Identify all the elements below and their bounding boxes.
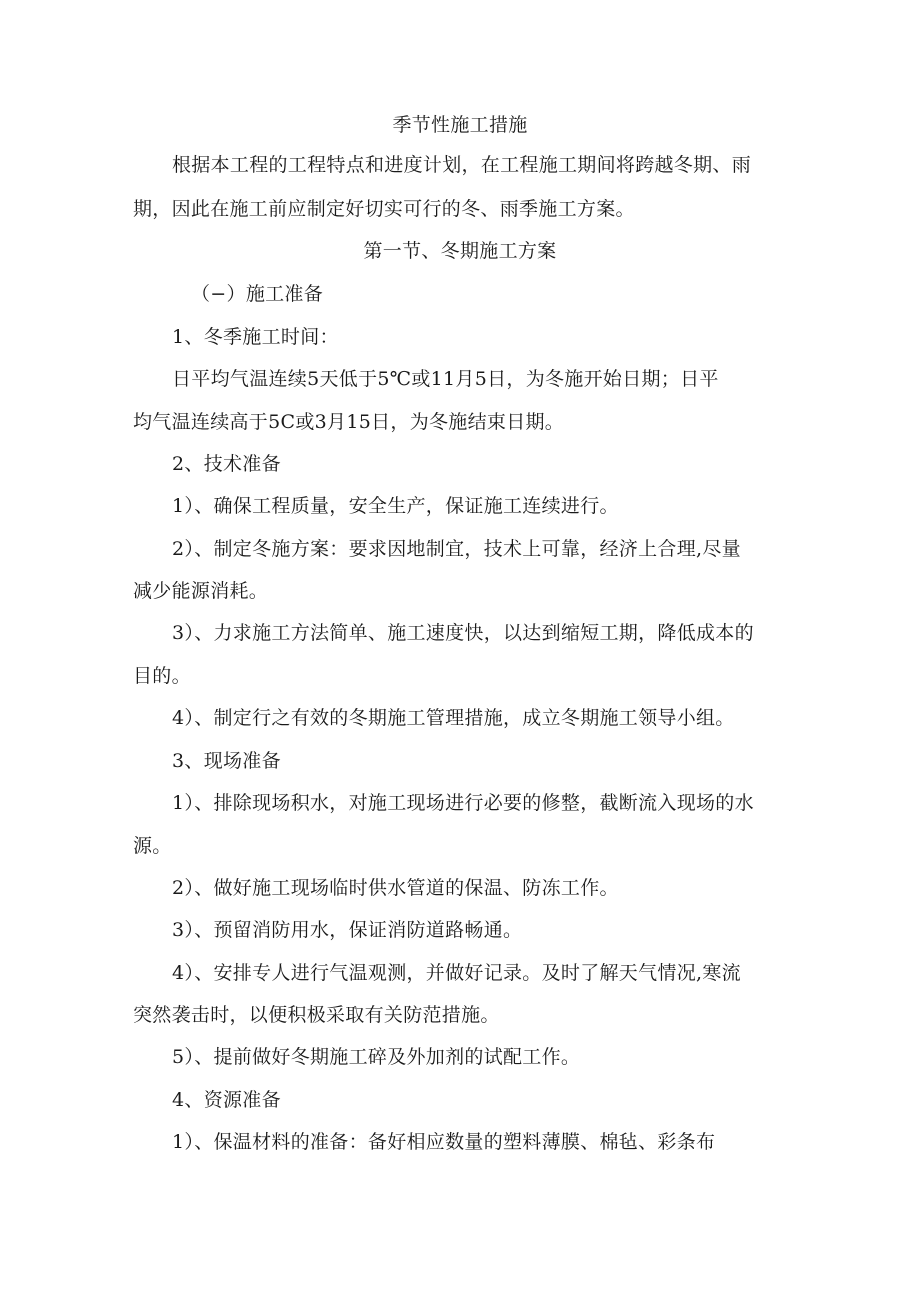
section-title: 第一节、冬期施工方案 bbox=[363, 240, 557, 262]
time-text-line-2: 均气温连续高于5C或3月15日，为冬施结束日期。 bbox=[133, 411, 565, 433]
tech-item-1: 1）、确保工程质量，安全生产，保证施工连续进行。 bbox=[172, 495, 619, 517]
site-heading: 3、现场准备 bbox=[172, 750, 281, 772]
site-item-2: 2）、做好施工现场临时供水管道的保温、防冻工作。 bbox=[172, 877, 619, 899]
resource-heading: 4、资源准备 bbox=[172, 1089, 281, 1111]
resource-item-1: 1）、保温材料的准备：备好相应数量的塑料薄膜、棉毡、彩条布 bbox=[172, 1131, 716, 1153]
tech-item-3-line-2: 目的。 bbox=[133, 665, 191, 687]
tech-item-3-line-1: 3）、力求施工方法简单、施工速度快，以达到缩短工期，降低成本的 bbox=[172, 622, 754, 644]
tech-heading: 2、技术准备 bbox=[172, 453, 281, 475]
tech-item-4: 4）、制定行之有效的冬期施工管理措施，成立冬期施工领导小组。 bbox=[172, 707, 735, 729]
site-item-1-line-1: 1）、排除现场积水，对施工现场进行必要的修整，截断流入现场的水 bbox=[172, 792, 754, 814]
tech-item-2-line-2: 减少能源消耗。 bbox=[133, 580, 269, 602]
site-item-4-line-2: 突然袭击时，以便积极采取有关防范措施。 bbox=[133, 1004, 500, 1026]
time-heading: 1、冬季施工时间： bbox=[172, 326, 339, 348]
document-title: 季节性施工措施 bbox=[392, 114, 528, 136]
time-text-line-1: 日平均气温连续5天低于5℃或11月5日，为冬施开始日期；日平 bbox=[172, 368, 719, 390]
intro-line-2: 期，因此在施工前应制定好切实可行的冬、雨季施工方案。 bbox=[133, 198, 635, 220]
tech-item-2-line-1: 2）、制定冬施方案：要求因地制宜，技术上可靠，经济上合理,尽量 bbox=[172, 538, 741, 560]
site-item-5: 5）、提前做好冬期施工碎及外加剂的试配工作。 bbox=[172, 1046, 581, 1068]
sub-heading: （−）施工准备 bbox=[191, 283, 324, 305]
site-item-1-line-2: 源。 bbox=[133, 835, 172, 857]
site-item-4-line-1: 4）、安排专人进行气温观测，并做好记录。及时了解天气情况,寒流 bbox=[172, 962, 741, 984]
intro-line-1: 根据本工程的工程特点和进度计划，在工程施工期间将跨越冬期、雨 bbox=[172, 154, 752, 176]
site-item-3: 3）、预留消防用水，保证消防道路畅通。 bbox=[172, 919, 523, 941]
